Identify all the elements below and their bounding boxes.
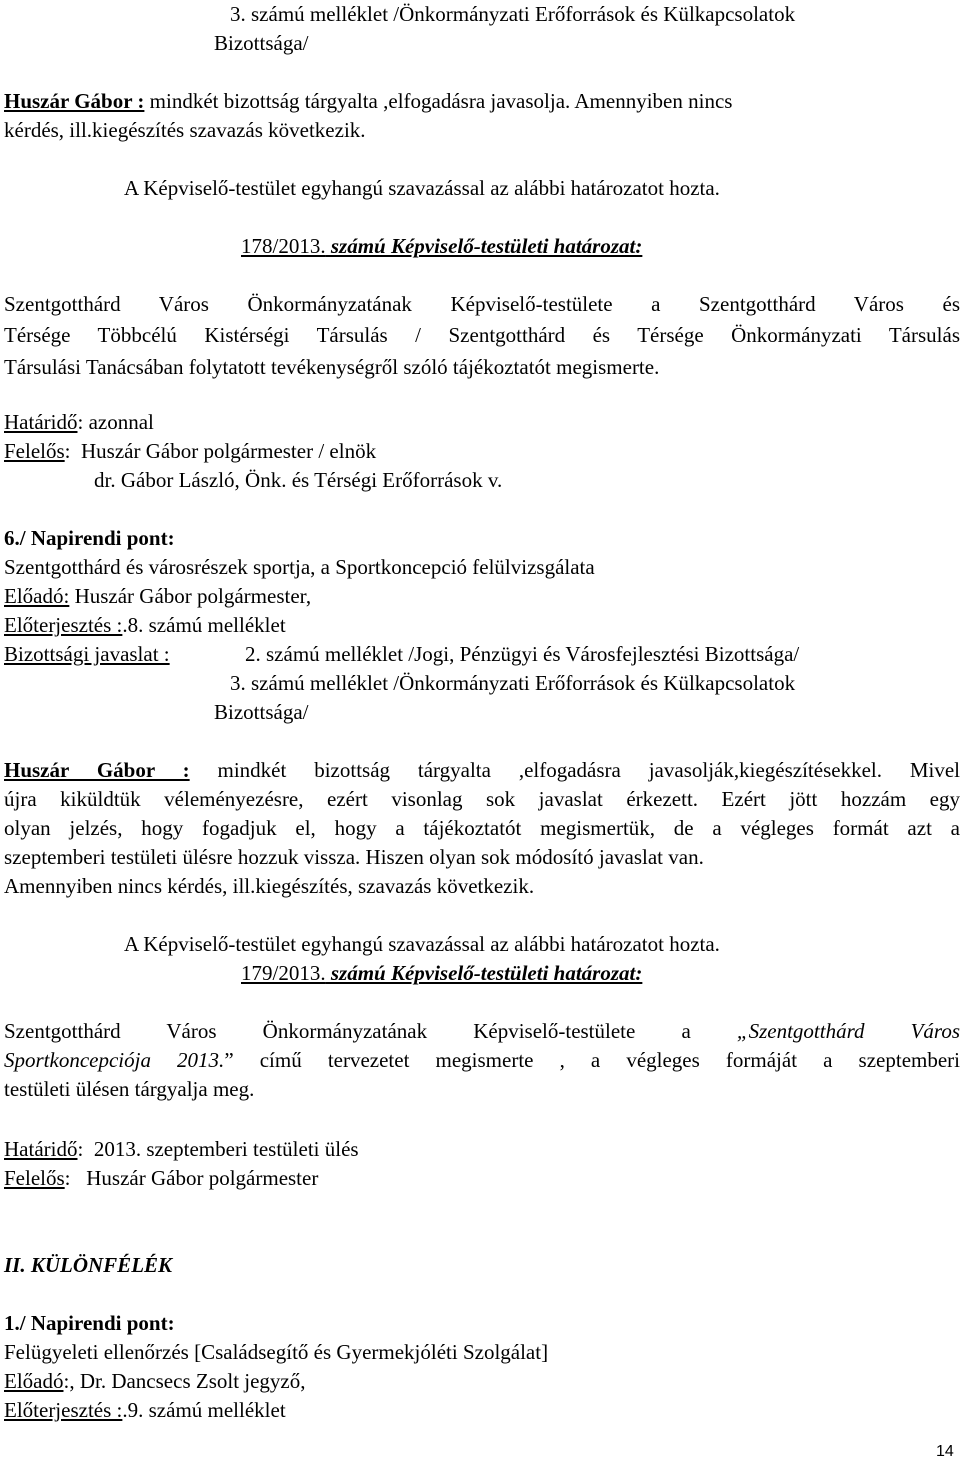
resolution-title: számú Képviselő-testületi határozat:	[325, 234, 643, 258]
committee-line3: Bizottsága/	[214, 700, 309, 724]
section-title: II. KÜLÖNFÉLÉK	[4, 1253, 173, 1277]
responsible2-value: : Huszár Gábor polgármester	[64, 1166, 319, 1190]
section-presenter-label: Előadó	[4, 1369, 64, 1393]
speech-line2: kérdés, ill.kiegészítés szavazás következik.	[4, 118, 366, 142]
responsible-line2: dr. Gábor László, Önk. és Térségi Erőforrások v.	[94, 468, 503, 492]
section-presenter-value: :, Dr. Dancsecs Zsolt jegyző,	[63, 1369, 306, 1393]
resolution2-number: 179/2013.	[241, 961, 326, 985]
agenda-speech-line4: szeptemberi testületi ülésre hozzuk vissza. Hiszen olyan sok módosító javaslat van.	[4, 845, 704, 869]
responsible2-label: Felelős	[4, 1166, 65, 1190]
deadline2-value: : 2013. szeptemberi testületi ülés	[77, 1137, 359, 1161]
responsible2-line	[4, 1164, 318, 1192]
presenter-label: Előadó:	[4, 584, 70, 608]
item3-line1: 3. számú melléklet /Önkormányzati Erőforrások és Külkapcsolatok	[230, 2, 796, 26]
section-submission-line	[4, 1396, 286, 1424]
committee-line1: 2. számú melléklet /Jogi, Pénzügyi és Városfejlesztési Bizottsága/	[245, 642, 800, 666]
resolution-body-line1: Szentgotthárd Város Önkormányzatának Képviselő-testülete a Szentgotthárd Város és	[4, 292, 960, 316]
agenda-heading	[4, 524, 175, 552]
responsible-line	[4, 437, 376, 465]
speech-text: mindkét bizottság tárgyalta ,elfogadásra javasolja. Amennyiben nincs	[144, 89, 733, 113]
committee-label: Bizottsági javaslat :	[4, 642, 170, 666]
agenda-speaker-name: Huszár Gábor :	[4, 758, 190, 782]
agenda-vote-line: A Képviselő-testület egyhangú szavazással az alábbi határozatot hozta.	[124, 932, 720, 956]
section-submission-label: Előterjesztés :	[4, 1398, 123, 1422]
resolution2-body-line2: Sportkoncepciója 2013.” című tervezetet megismerte , a végleges formáját a szeptemberi	[4, 1048, 960, 1072]
presenter-value: Huszár Gábor polgármester,	[69, 584, 312, 608]
section-agenda-heading: 1./ Napirendi pont:	[4, 1311, 175, 1335]
resolution-number: 178/2013.	[241, 234, 326, 258]
agenda-speech-text: mindkét bizottság tárgyalta ,elfogadásra javasolják,kiegészítésekkel. Mivel	[189, 758, 960, 782]
agenda-speech-line2: újra kiküldtük véleményezésre, ezért visonlag sok javaslat érkezett. Ezért jött hozzám egy	[4, 787, 960, 811]
deadline-value: : azonnal	[77, 410, 154, 434]
agenda-speaker-line	[4, 756, 960, 784]
speaker-line	[4, 87, 732, 115]
committee-line2: 3. számú melléklet /Önkormányzati Erőforrások és Külkapcsolatok	[230, 671, 796, 695]
resolution-body-line3: Társulási Tanácsában folytatott tevékenységről szóló tájékoztatót megismerte.	[4, 355, 660, 379]
responsible-label: Felelős	[4, 439, 65, 463]
agenda-heading-text: / Napirendi pont:	[19, 526, 175, 550]
responsible-value: : Huszár Gábor polgármester / elnök	[64, 439, 377, 463]
agenda-number: 6.	[4, 526, 20, 550]
resolution-heading	[241, 232, 642, 260]
agenda-speech-line3: olyan jelzés, hogy fogadjuk el, hogy a tájékoztatót megismertük, de a végleges formát azt a	[4, 816, 960, 840]
section-subject: Felügyeleti ellenőrzés [Családsegítő és Gyermekjóléti Szolgálat]	[4, 1340, 549, 1364]
section-submission-value: .9. számú melléklet	[122, 1398, 286, 1422]
deadline2-line	[4, 1135, 359, 1163]
page-number: 14	[936, 1443, 954, 1460]
deadline2-label: Határidő	[4, 1137, 78, 1161]
resolution2-body-line3: testületi ülésen tárgyalja meg.	[4, 1077, 255, 1101]
deadline-line	[4, 408, 154, 436]
presenter-line	[4, 582, 311, 610]
resolution2-title: számú Képviselő-testületi határozat:	[325, 961, 643, 985]
document-title: „Szentgotthárd Város	[736, 1019, 960, 1043]
deadline-label: Határidő	[4, 410, 78, 434]
submission-value: .8. számú melléklet	[122, 613, 286, 637]
resolution-body-line2: Térsége Többcélú Kistérségi Társulás / Szentgotthárd és Térsége Önkormányzati Társulás	[4, 323, 960, 347]
agenda-subject: Szentgotthárd és városrészek sportja, a Sportkoncepció felülvizsgálata	[4, 555, 595, 579]
submission-line	[4, 611, 286, 639]
agenda-speech-line5: Amennyiben nincs kérdés, ill.kiegészítés, szavazás következik.	[4, 874, 535, 898]
speaker-name: Huszár Gábor :	[4, 89, 145, 113]
section-presenter-line	[4, 1367, 306, 1395]
vote-line: A Képviselő-testület egyhangú szavazással az alábbi határozatot hozta.	[124, 176, 720, 200]
resolution2-body-line1: Szentgotthárd Város Önkormányzatának Képviselő-testülete a „Szentgotthárd Város	[4, 1019, 960, 1043]
submission-label: Előterjesztés :	[4, 613, 123, 637]
resolution2-heading	[241, 959, 642, 987]
item3-line2: Bizottsága/	[214, 31, 309, 55]
